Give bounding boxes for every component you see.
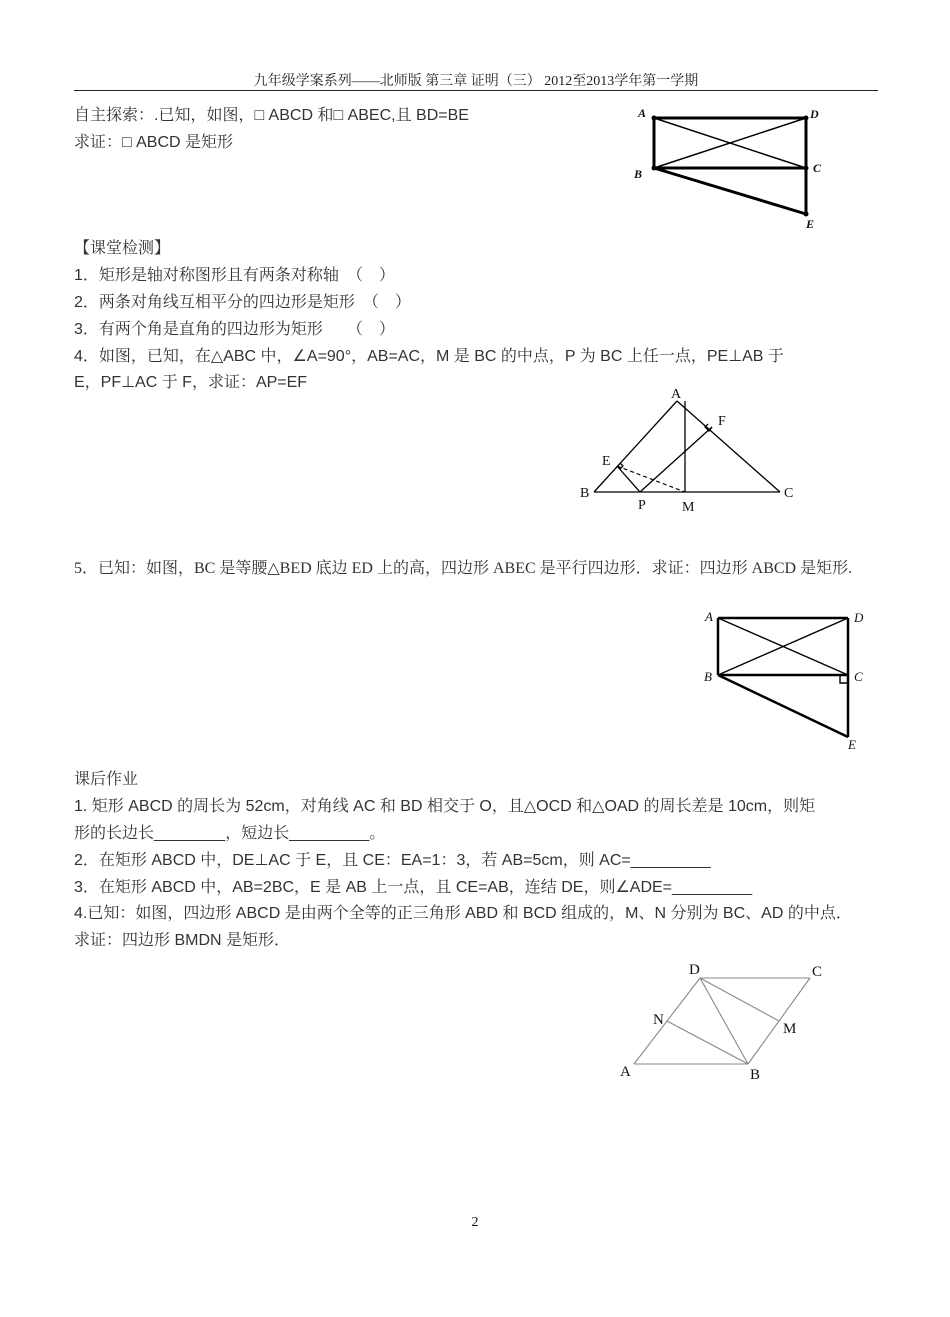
homework-q4-line2: 求证：四边形 BMDN 是矩形． xyxy=(74,932,291,949)
figure-rhombus-abcd xyxy=(612,955,842,1085)
fig2-label-f: F xyxy=(718,414,726,429)
page-number: 2 xyxy=(471,1215,479,1230)
fig1-label-c: C xyxy=(813,161,822,175)
fig2-label-e: E xyxy=(602,454,611,469)
fig1-label-a: A xyxy=(638,106,647,120)
fig1-label-b: B xyxy=(634,167,643,181)
check-title: 【课堂检测】 xyxy=(74,240,171,257)
check-q5: 5．已知：如图，BC 是等腰△BED 底边 ED 上的高，四边形 ABEC 是平行四边形．求证：四边形 ABCD 是矩形. xyxy=(74,560,853,577)
explore-given: 自主探索：.已知，如图，□ ABCD 和□ ABEC,且 BD=BE xyxy=(74,107,469,124)
header-rule xyxy=(74,90,878,91)
check-q1: 1．矩形是轴对称图形且有两条对称轴 （ ） xyxy=(74,267,395,284)
fig4-label-m: M xyxy=(783,1021,797,1037)
fig4-label-a: A xyxy=(620,1064,631,1080)
fig4-label-b: B xyxy=(750,1067,761,1083)
fig2-label-m: M xyxy=(682,500,695,515)
fig2-label-p: P xyxy=(638,498,646,513)
page-header: 九年级学案系列——北师版 第三章 证明（三） 2012至2013学年第一学期 xyxy=(253,74,699,89)
fig1-label-e: E xyxy=(806,217,815,231)
fig1-label-d: D xyxy=(810,107,819,121)
check-q4-line1: 4．如图，已知，在△ABC 中，∠A=90°，AB=AC，M 是 BC 的中点，P 为 BC 上任一点，PE⊥AB 于 xyxy=(74,348,784,365)
figure-rectangle-abcd-isosceles-bed xyxy=(700,605,875,755)
homework-q1-line2: 形的长边长________，短边长_________。 xyxy=(74,825,386,842)
check-q2: 2．两条对角线互相平分的四边形是矩形 （ ） xyxy=(74,294,411,311)
explore-prove: 求证：□ ABCD 是矩形 xyxy=(74,134,234,151)
homework-title: 课后作业 xyxy=(74,771,139,788)
homework-q3: 3．在矩形 ABCD 中，AB=2BC，E 是 AB 上一点，且 CE=AB，连结 DE，则∠ADE=_________ xyxy=(74,879,753,896)
fig2-label-a: A xyxy=(671,387,682,402)
fig2-label-b: B xyxy=(580,486,590,501)
check-q3: 3．有两个角是直角的四边形为矩形 （ ） xyxy=(74,321,395,338)
figure-triangle-abc xyxy=(574,383,804,518)
fig3-label-d: D xyxy=(854,610,864,625)
homework-q2: 2．在矩形 ABCD 中，DE⊥AC 于 E，且 CE：EA=1：3，若 AB=5cm，则 AC=_________ xyxy=(74,852,711,869)
fig2-label-c: C xyxy=(784,486,794,501)
fig3-label-b: B xyxy=(704,669,712,684)
fig4-label-d: D xyxy=(689,962,700,978)
figure-parallelogram-abcd-abec xyxy=(630,104,830,230)
fig4-label-c: C xyxy=(812,964,823,980)
check-q4-line2: E，PF⊥AC 于 F，求证：AP=EF xyxy=(74,374,308,391)
fig3-label-c: C xyxy=(854,669,863,684)
fig3-label-e: E xyxy=(848,737,856,752)
fig4-label-n: N xyxy=(653,1012,664,1028)
homework-q4-line1: 4.已知：如图，四边形 ABCD 是由两个全等的正三角形 ABD 和 BCD 组成的，M、N 分别为 BC、AD 的中点． xyxy=(74,905,852,922)
homework-q1-line1: 1. 矩形 ABCD 的周长为 52cm，对角线 AC 和 BD 相交于 O，且△OCD 和△OAD 的周长差是 10cm，则矩 xyxy=(74,798,816,815)
fig3-label-a: A xyxy=(705,609,713,624)
